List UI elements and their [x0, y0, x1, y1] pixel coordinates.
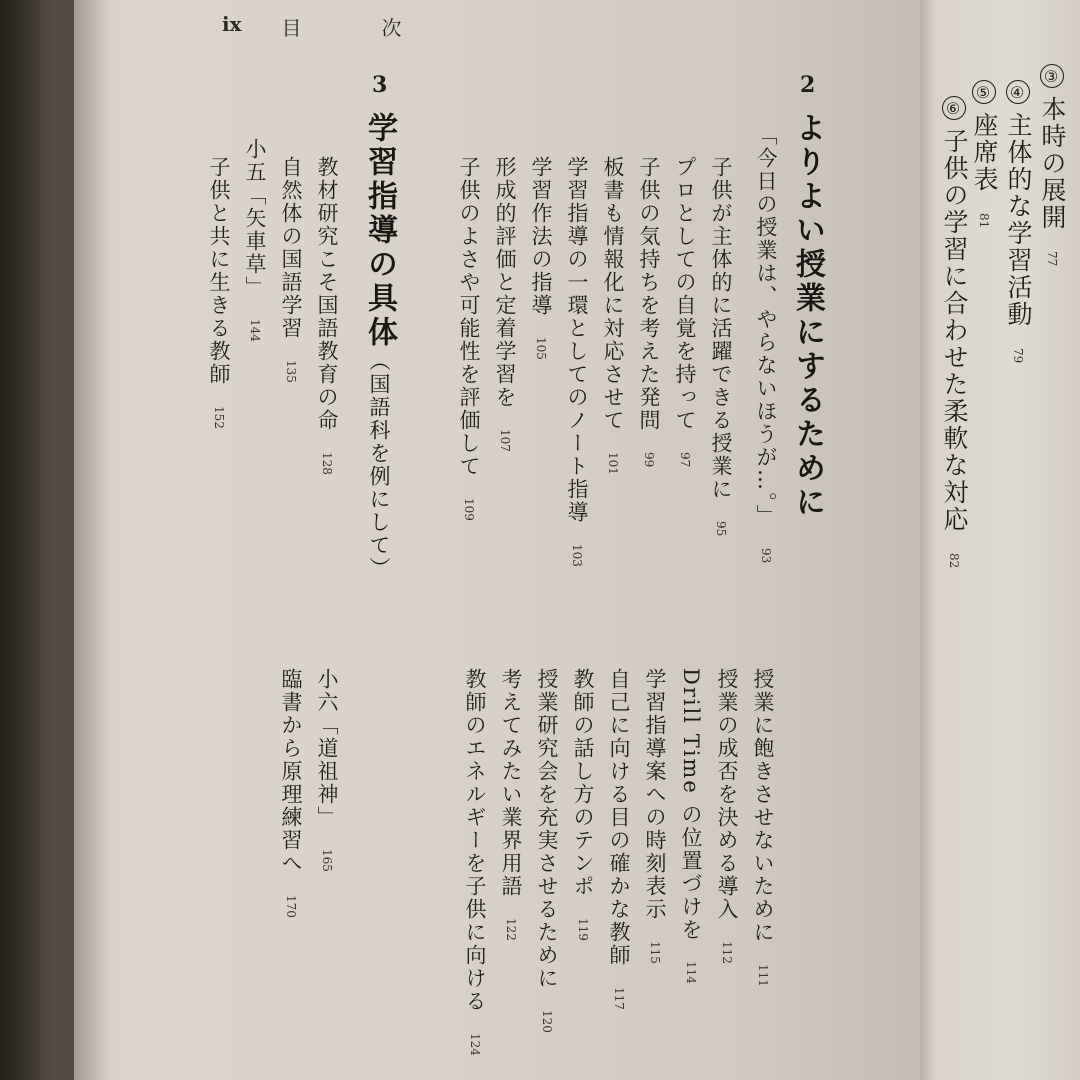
page-ref: 109	[462, 498, 476, 521]
bleed-through-text	[421, 90, 460, 351]
toc-item	[530, 156, 551, 360]
toc-label: 子供と共に生きる教師	[207, 156, 231, 386]
page-ref: 79	[1011, 348, 1025, 364]
section-number: 3	[372, 72, 388, 98]
toc-item	[458, 156, 479, 521]
toc-label: 子供が主体的に活躍できる授業に	[709, 156, 733, 501]
section-title	[362, 112, 397, 580]
toc-item	[752, 668, 773, 987]
toc-label: 子供の気持ちを考えた発問	[637, 156, 661, 432]
toc-label: 教材研究こそ国語教育の命	[315, 156, 339, 432]
section-title-text: 学習指導の具体	[362, 112, 397, 350]
page-ref: 122	[504, 918, 518, 941]
page-ref: 144	[248, 319, 262, 342]
toc-item	[755, 124, 776, 563]
toc-label: 授業研究会を充実させるために	[535, 668, 559, 990]
toc-item	[608, 668, 629, 1010]
toc-item	[674, 156, 695, 467]
toc-item	[716, 668, 737, 964]
toc-item	[494, 156, 515, 452]
page-ref: 101	[606, 452, 620, 475]
toc-item	[710, 156, 731, 536]
toc-label: 教師の話し方のテンポ	[571, 668, 595, 898]
toc-item	[572, 668, 593, 941]
toc-label: 「今日の授業は、やらないほうが…。」	[754, 124, 778, 528]
toc-label: 臨書から原理練習へ	[279, 668, 303, 875]
page-ref: 165	[320, 849, 334, 872]
toc-label: 学習指導の一環としてのノート指導	[565, 156, 589, 524]
toc-item-4	[1006, 80, 1031, 363]
running-head	[222, 12, 432, 41]
toc-item	[638, 156, 659, 467]
page-ref: 117	[612, 987, 626, 1010]
page-ref: 120	[540, 1010, 554, 1033]
page-ref: 112	[720, 941, 734, 964]
page-ref: 115	[648, 941, 662, 964]
section-number: 2	[800, 72, 816, 98]
toc-label: 授業の成否を決める導入	[715, 668, 739, 921]
circled-number: ⑥	[942, 96, 966, 120]
page-ref: 124	[468, 1033, 482, 1056]
toc-label: 板書も情報化に対応させて	[601, 156, 625, 432]
toc-label: 考えてみたい業界用語	[499, 668, 523, 898]
page-ref: 105	[534, 337, 548, 360]
toc-label: 自然体の国語学習	[279, 156, 303, 340]
toc-item	[602, 156, 623, 475]
page-ref: 81	[977, 213, 991, 229]
toc-item	[316, 668, 337, 872]
section-subtitle: （国語科を例にして）	[367, 350, 391, 580]
toc-item	[464, 668, 485, 1056]
page-ref: 170	[284, 895, 298, 918]
toc-label: 座席表	[970, 112, 999, 193]
toc-label: 子供のよさや可能性を評価して	[457, 156, 481, 478]
toc-label: 学習指導案への時刻表示	[643, 668, 667, 921]
toc-item	[316, 156, 337, 475]
page-ref: 77	[1045, 251, 1059, 267]
page-ref: 111	[756, 964, 770, 987]
page-ref: 107	[498, 429, 512, 452]
page-ref: 82	[947, 553, 961, 569]
toc-label: 小六「道祖神」	[315, 668, 339, 829]
toc-item	[280, 156, 301, 383]
page-ref: 93	[759, 547, 773, 563]
page-ref: 114	[684, 961, 698, 985]
header-title: 目 次	[281, 16, 432, 40]
page-ref: 128	[320, 452, 334, 475]
toc-label: Drill Time の位置づけを	[679, 668, 703, 942]
toc-item	[644, 668, 665, 964]
page-ref: 103	[570, 544, 584, 567]
toc-item	[566, 156, 587, 567]
toc-label: 主体的な学習活動	[1004, 112, 1033, 328]
toc-label: 形成的評価と定着学習を	[493, 156, 517, 409]
page-ref: 95	[714, 521, 728, 537]
toc-label: 小五「矢車草」	[243, 138, 267, 299]
toc-label: 自己に向ける目の確かな教師	[607, 668, 631, 967]
toc-item	[208, 156, 229, 429]
page-ref: 135	[284, 360, 298, 383]
toc-item	[244, 138, 265, 342]
page-number: ix	[222, 12, 242, 36]
toc-label: 子供の学習に合わせた柔軟な対応	[940, 128, 969, 533]
toc-item-5	[972, 80, 997, 228]
toc-label: 本時の展開	[1038, 96, 1067, 231]
page-ref: 99	[642, 452, 656, 468]
toc-label: プロとしての自覚を持って	[673, 156, 697, 432]
page-ref: 152	[212, 406, 226, 429]
toc-label: 授業に飽きさせないために	[751, 668, 775, 944]
toc-item-6	[942, 96, 967, 568]
circled-number: ④	[1006, 80, 1030, 104]
page-ref: 97	[678, 452, 692, 468]
toc-label: 学習作法の指導	[529, 156, 553, 317]
toc-item	[680, 668, 701, 984]
page-ref: 119	[576, 918, 590, 941]
toc-item	[280, 668, 301, 918]
circled-number: ⑤	[972, 80, 996, 104]
gutter-shadow	[0, 0, 110, 1080]
circled-number: ③	[1040, 64, 1064, 88]
toc-item-3	[1040, 64, 1065, 266]
toc-label: 教師のエネルギーを子供に向ける	[463, 668, 487, 1013]
toc-item	[536, 668, 557, 1033]
toc-item	[500, 668, 521, 941]
section-title: よりよい授業にするために	[790, 112, 825, 520]
